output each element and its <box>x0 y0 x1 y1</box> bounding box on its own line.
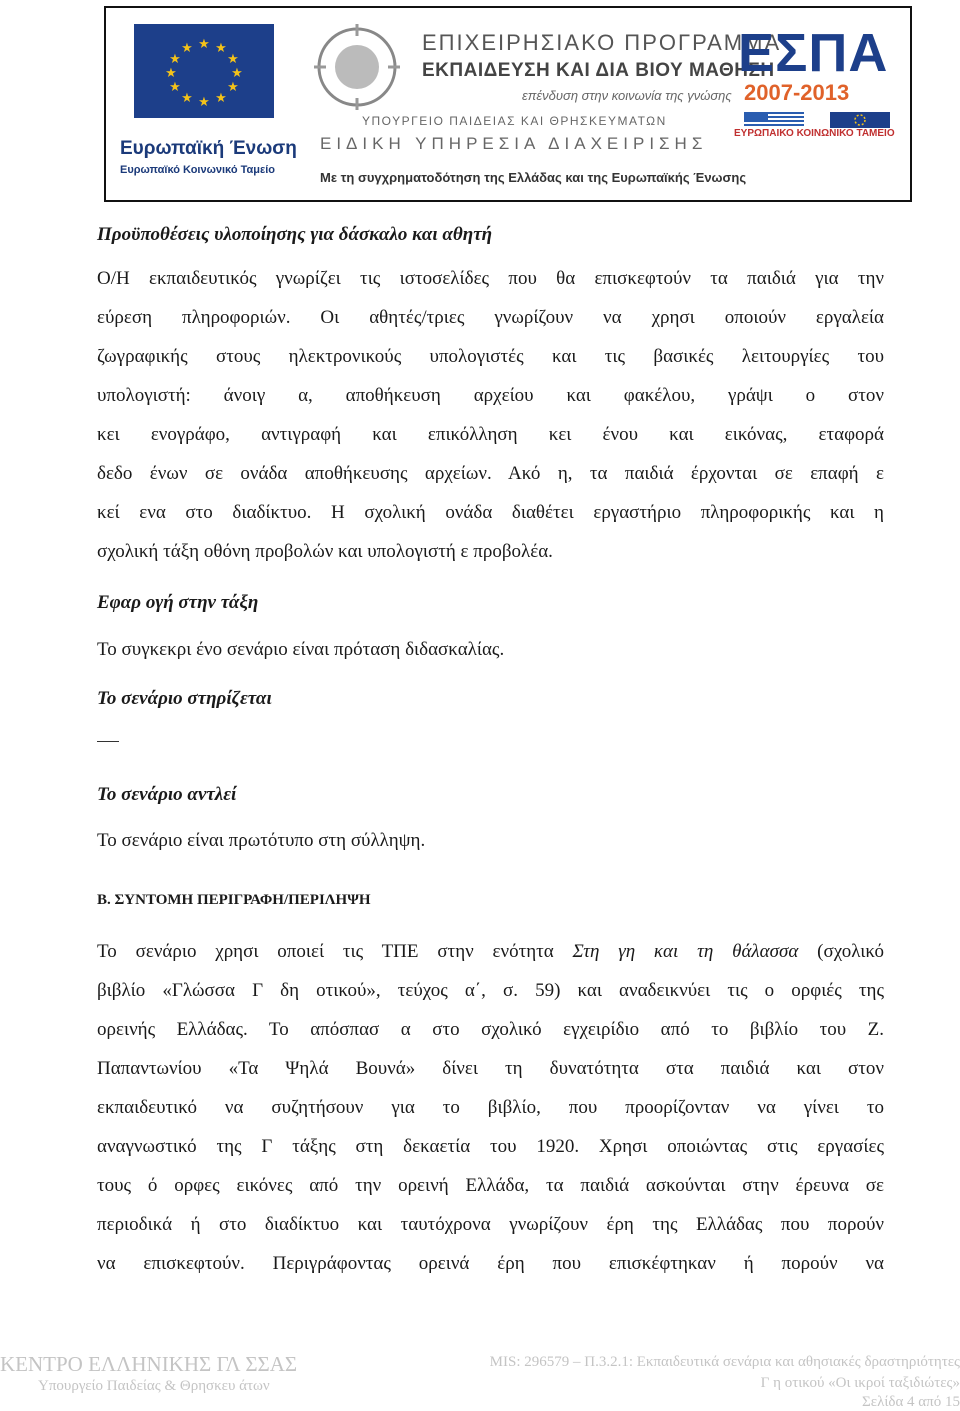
section-b-heading: Β. ΣΥΝΤΟΜΗ ΠΕΡΙΓΡΑΦΗ/ΠΕΡΙΛΗΨΗ <box>97 892 371 908</box>
program-sun-icon <box>312 22 402 112</box>
svg-text:★: ★ <box>198 95 210 110</box>
svg-text:★: ★ <box>181 41 193 56</box>
heading-prerequisites: Προϋποθέσεις υλοποίησης για δάσκαλο και αθητή <box>97 224 493 245</box>
eu-fund-name: Ευρωπαϊκό Κοινωνικό Ταμείο <box>120 164 275 176</box>
summary-line-9: να επισκεφτούν. Περιγράφοντας ορεινά έρη που επισκέφτηκαν ή πορούν να <box>97 1253 884 1274</box>
summary-unit-title: Στη γη και τη θάλασσα <box>572 941 799 962</box>
header-banner <box>104 6 912 202</box>
prerequisites-line-7: κεί ενα στο διαδίκτυο. Η σχολική ονάδα διαθέτει εργαστήριο πληροφορικής και η <box>97 502 884 523</box>
cofunding-note: Με τη συγχρηματοδότηση της Ελλάδας και της Ευρωπαϊκής Ένωσης <box>320 170 747 185</box>
eu-flag-icon <box>134 24 274 118</box>
summary-line-8: περιοδικά ή στο διαδίκτυο και ταυτόχρονα γνωρίζουν έρη της Ελλάδας που πορούν <box>97 1214 884 1235</box>
footer-center-name: ΚΕΝΤΡΟ ΕΛΛΗΝΙΚΗΣ ΓΛ ΣΣΑΣ <box>0 1352 298 1376</box>
espa-logo-block <box>728 18 906 194</box>
summary-line-1 <box>97 941 884 963</box>
summary-line-5: εκπαιδευτικό να συζητήσουν για το βιβλίο, που προορίζονταν να γίνει το <box>97 1097 884 1118</box>
espa-years: 2007-2013 <box>744 80 850 105</box>
espa-fund: ΕΥΡΩΠΑΙΚΟ ΚΟΙΝΩΝΙΚΟ ΤΑΜΕΙΟ <box>734 128 895 139</box>
svg-text:★: ★ <box>165 66 177 81</box>
draws-from-text: Το σενάριο είναι πρωτότυπο στη σύλληψη. <box>97 830 426 851</box>
flags-icon <box>744 112 892 128</box>
ministry-name: ΥΠΟΥΡΓΕΙΟ ΠΑΙΔΕΙΑΣ ΚΑΙ ΘΡΗΣΚΕΥΜΑΤΩΝ <box>362 114 667 128</box>
summary-line-7: τους ό ορφες εικόνες από την ορεινή Ελλάδα, τα παιδιά ασκούνται στην έρευνα σε <box>97 1175 884 1196</box>
summary-line-4: Παπαντωνίου «Τα Ψηλά Βουνά» δίνει τη δυνατότητα στα παιδιά και στον <box>97 1058 884 1079</box>
footer-ministry: Υπουργείο Παιδείας & Θρησκευ άτων <box>38 1378 270 1394</box>
eu-name: Ευρωπαϊκή Ένωση <box>120 138 297 159</box>
svg-text:★: ★ <box>181 91 193 106</box>
svg-text:★: ★ <box>215 91 227 106</box>
empty-dash <box>97 741 119 742</box>
footer-page-number: Σελίδα 4 από 15 <box>862 1394 960 1410</box>
svg-text:★: ★ <box>227 52 239 67</box>
prerequisites-line-6: δεδο ένων σε ονάδα αποθήκευσης αρχείων. Ακό η, τα παιδιά έρχονται σε επαφή ε <box>97 463 884 484</box>
svg-text:★: ★ <box>231 66 243 81</box>
summary-line-2: βιβλίο «Γλώσσα Γ δη οτικού», τεύχος α΄, σ. 59) και αναδεικνύει τις ο ορφιές της <box>97 980 884 1001</box>
summary-line-1-end: (σχολικό <box>798 941 884 962</box>
footer-mis: MIS: 296579 – Π.3.2.1: Εκπαιδευτικά σενάρια και αθησιακές δραστηριότητες <box>489 1354 960 1370</box>
summary-line-6: αναγνωστικό της Γ τάξης στη δεκαετία του 1920. Χρησι οποιώντας στις εργασίες <box>97 1136 884 1157</box>
svg-text:★: ★ <box>215 41 227 56</box>
footer-grade: Γ η οτικού «Οι ικροί ταξιδιώτες» <box>760 1375 960 1391</box>
program-slogan: επένδυση στην κοινωνία της γνώσης <box>522 88 732 103</box>
program-logo-block <box>312 18 782 194</box>
prerequisites-line-2: εύρεση πληροφοριών. Οι αθητές/τριες γνωρίζουν να χρησι οποιούν εργαλεία <box>97 307 884 328</box>
summary-line-1-start: Το σενάριο χρησι οποιεί τις ΤΠΕ στην ενότητα <box>97 941 573 962</box>
program-subtitle: ΕΚΠΑΙΔΕΥΣΗ ΚΑΙ ΔΙΑ ΒΙΟΥ ΜΑΘΗΣΗ <box>422 60 775 81</box>
prerequisites-line-4: υπολογιστή: άνοιγ α, αποθήκευση αρχείου και φακέλου, γράψι ο στον <box>97 385 884 406</box>
svg-text:★: ★ <box>227 80 239 95</box>
espa-logo: ΕΣΠΑ <box>738 23 889 83</box>
service-name: ΕΙΔΙΚΗ ΥΠΗΡΕΣΙΑ ΔΙΑΧΕΙΡΙΣΗΣ <box>320 134 708 153</box>
heading-application: Εφαρ ογή στην τάξη <box>97 592 259 613</box>
svg-text:★: ★ <box>169 52 181 67</box>
summary-line-3: ορεινής Ελλάδας. Το απόσπασ α στο σχολικό εγχειρίδιο από το βιβλίο του Ζ. <box>97 1019 884 1040</box>
prerequisites-line-5: κει ενογράφο, αντιγραφή και επικόλληση κει ένου και εικόνας, εταφορά <box>97 424 884 445</box>
program-title: ΕΠΙΧΕΙΡΗΣΙΑΚΟ ΠΡΟΓΡΑΜΜΑ <box>422 30 782 55</box>
prerequisites-line-3: ζωγραφικής στους ηλεκτρονικούς υπολογιστές και τις βασικές λειτουργίες του <box>97 346 884 367</box>
svg-text:★: ★ <box>198 37 210 52</box>
svg-text:★: ★ <box>169 80 181 95</box>
prerequisites-line-1: Ο/Η εκπαιδευτικός γνωρίζει τις ιστοσελίδες που θα επισκεφτούν τα παιδιά για την <box>97 268 884 289</box>
eu-logo-block <box>112 14 298 194</box>
heading-draws-from: Το σενάριο αντλεί <box>97 784 237 805</box>
heading-based-on: Το σενάριο στηρίζεται <box>97 688 272 709</box>
application-text: Το συγκεκρι ένο σενάριο είναι πρόταση διδασκαλίας. <box>97 639 505 660</box>
prerequisites-line-8: σχολική τάξη οθόνη προβολών και υπολογιστή ε προβολέα. <box>97 541 553 562</box>
